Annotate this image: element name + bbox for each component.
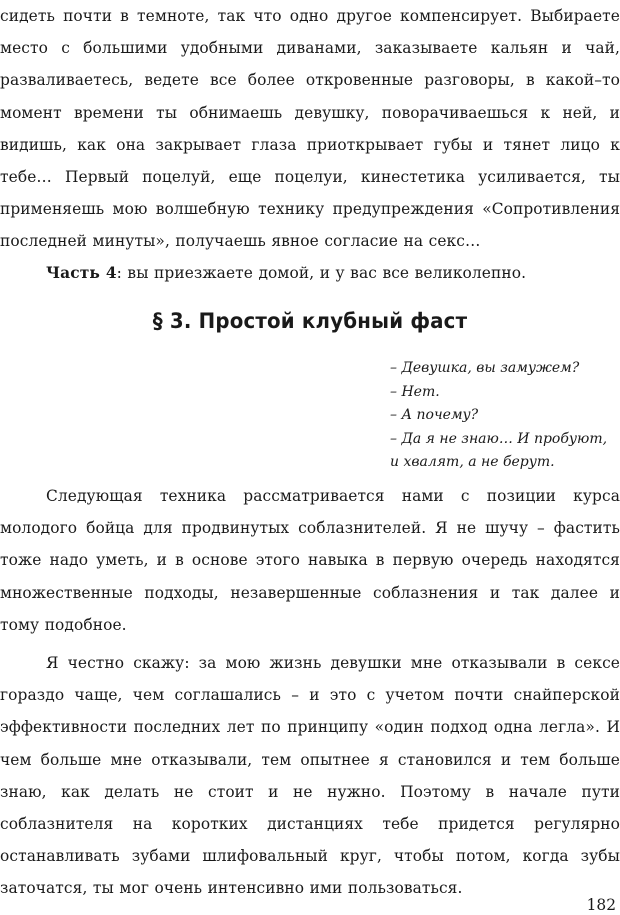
- epigraph-line: и хвалят, а не берут.: [390, 454, 555, 471]
- paragraph-3: Я честно скажу: за мою жизнь девушки мне отказывали в сексе гораздо чаще, чем соглашались – и это с учетом почти снайперской эффективности последних лет по принципу «один подход одна легла». И чем больше мне отказывали, тем опытнее я становился и тем больше знаю, как делать не стоит и не нужно. Поэтому в начале пути соблазнителя на коротких дистанциях тебе придется регулярно останавливать зубами шлифовальный круг, чтобы потом, когда зубы заточатся, ты мог очень интенсивно ими пользоваться.: [0, 654, 620, 898]
- epigraph-line: – А почему?: [390, 407, 479, 424]
- page-number: 182: [586, 896, 616, 914]
- epigraph-line: – Девушка, вы замужем?: [390, 360, 580, 376]
- section-heading: § 3. Простой клубный фаст: [152, 309, 468, 334]
- part-4-paragraph: [0, 257, 620, 289]
- paragraph-2: Следующая техника рассматривается нами с позиции курса молодого бойца для продвинутых соблазнителей. Я не шучу – фастить тоже надо уметь, и в основе этого навыка в первую очередь находятся множественные подходы, незавершенные соблазнения и так далее и тому подобное.: [0, 487, 620, 634]
- part-4-label: Часть 4: [46, 264, 117, 282]
- epigraph-line: – Нет.: [390, 383, 440, 400]
- top-paragraph: сидеть почти в темноте, так что одно другое компенсирует. Выбираете место с большими удобными диванами, заказываете кальян и чай, разваливаетесь, ведете все более откровенные разговоры, в какой–то момент времени ты обнимаешь девушку, поворачиваешься к ней, и видишь, как она закрывает глаза приоткрывает губы и тянет лицо к тебе… Первый поцелуй, еще поцелуи, кинестетика усиливается, ты применяешь мою волшебную технику предупреждения «Сопротивления последней минуты», получаешь явное согласие на секс…: [0, 7, 620, 251]
- epigraph: [390, 357, 620, 475]
- part-4-text: : вы приезжаете домой, и у вас все великолепно.: [116, 264, 527, 282]
- epigraph-line: – Да я не знаю… И пробуют,: [390, 430, 608, 447]
